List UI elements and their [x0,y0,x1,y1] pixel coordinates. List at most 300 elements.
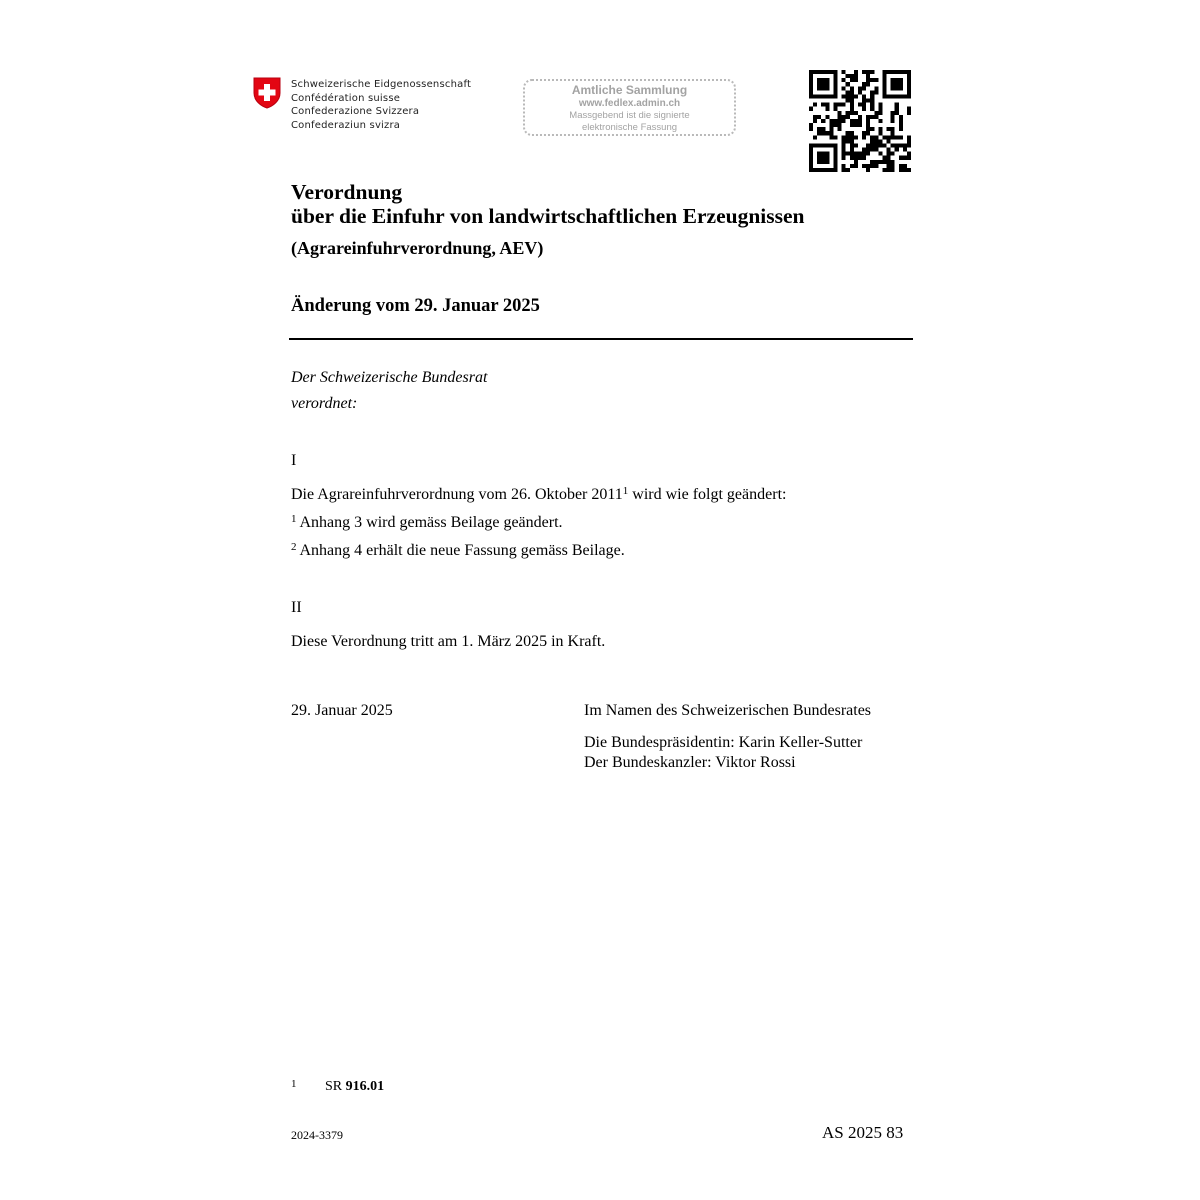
qr-module [817,131,821,135]
qr-module [854,119,858,123]
qr-module [866,115,870,119]
qr-module [833,90,837,94]
qr-module [838,123,842,127]
qr-module [850,164,854,168]
qr-module [817,152,821,156]
qr-module [862,164,866,168]
qr-module [854,70,858,74]
qr-module [846,90,850,94]
qr-module [862,135,866,139]
qr-module [850,74,854,78]
qr-module [829,123,833,127]
qr-module [817,82,821,86]
qr-module [821,94,825,98]
qr-module [821,152,825,156]
qr-module [862,156,866,160]
qr-module [846,152,850,156]
qr-module [833,78,837,82]
qr-module [850,152,854,156]
qr-module [858,152,862,156]
paragraph-1 [291,513,563,533]
qr-module [825,103,829,107]
paragraph-text: Anhang 3 wird gemäss Beilage geändert. [299,514,563,531]
qr-module [866,127,870,131]
qr-module [854,78,858,82]
qr-module [858,90,862,94]
official-collection-stamp [523,79,736,136]
amendment-date: Änderung vom 29. Januar 2025 [291,296,540,316]
qr-module [846,111,850,115]
qr-code-icon [809,70,911,172]
qr-module [846,168,850,172]
qr-module [899,123,903,127]
qr-module [838,127,842,131]
qr-module [899,156,903,160]
signature-chancellor: Der Bundeskanzler: Viktor Rossi [584,754,796,771]
qr-module [846,115,850,119]
qr-module [903,143,907,147]
qr-module [821,168,825,172]
qr-module [874,143,878,147]
qr-module [895,148,899,152]
qr-module [887,135,891,139]
section1-intro-text: Die Agrareinfuhrverordnung vom 26. Oktober 2011 [291,486,623,503]
qr-module [825,82,829,86]
qr-module [809,70,813,74]
stamp-note-line1: Massgebend ist die signierte [569,110,690,121]
qr-module [829,168,833,172]
qr-module [862,107,866,111]
qr-module [838,119,842,123]
qr-module [842,156,846,160]
qr-module [842,143,846,147]
qr-module [850,86,854,90]
qr-module [866,152,870,156]
qr-module [813,115,817,119]
qr-module [833,107,837,111]
qr-module [895,86,899,90]
qr-module [878,127,882,131]
qr-module [821,160,825,164]
qr-module [842,78,846,82]
qr-module [907,139,911,143]
qr-module [850,107,854,111]
qr-module [825,156,829,160]
qr-module [903,70,907,74]
qr-module [907,70,911,74]
qr-module [891,119,895,123]
qr-module [866,131,870,135]
qr-module [887,164,891,168]
file-number: 2024-3379 [291,1128,343,1142]
qr-module [899,70,903,74]
qr-module [870,99,874,103]
qr-module [817,127,821,131]
qr-module [858,103,862,107]
qr-module [825,78,829,82]
qr-module [809,107,813,111]
qr-module [809,90,813,94]
qr-module [887,94,891,98]
qr-module [899,164,903,168]
qr-module [907,156,911,160]
qr-module [874,115,878,119]
section1-intro-rest: wird wie folgt geändert: [628,486,787,503]
qr-module [907,90,911,94]
qr-module [882,70,886,74]
qr-module [842,152,846,156]
qr-module [850,78,854,82]
qr-module [846,131,850,135]
qr-module [878,152,882,156]
qr-module [891,86,895,90]
qr-module [854,111,858,115]
qr-module [829,131,833,135]
qr-module [866,168,870,172]
qr-module [809,74,813,78]
qr-module [903,148,907,152]
qr-module [907,107,911,111]
footnote-reference[interactable]: 1 [622,485,629,497]
qr-module [838,111,842,115]
qr-module [829,135,833,139]
qr-module [862,86,866,90]
qr-module [858,156,862,160]
qr-module [833,86,837,90]
section-number-2: II [291,599,302,616]
qr-module [870,139,874,143]
qr-module [866,143,870,147]
qr-module [891,131,895,135]
qr-module [833,119,837,123]
qr-module [891,94,895,98]
qr-module [842,115,846,119]
qr-module [874,86,878,90]
qr-module [825,131,829,135]
qr-module [842,70,846,74]
qr-module [858,86,862,90]
qr-module [825,86,829,90]
footnote-sr-number: 916.01 [345,1079,385,1094]
qr-module [809,82,813,86]
qr-module [809,160,813,164]
qr-module [842,103,846,107]
qr-module [809,86,813,90]
footnote-number: 1 [291,1078,297,1090]
qr-module [882,82,886,86]
qr-module [850,94,854,98]
qr-module [846,94,850,98]
qr-module [858,115,862,119]
qr-module [907,143,911,147]
qr-module [817,70,821,74]
signature-date: 29. Januar 2025 [291,702,393,719]
document-title [291,180,804,228]
qr-module [842,168,846,172]
qr-module [817,168,821,172]
qr-module [899,78,903,82]
qr-module [899,127,903,131]
qr-module [891,78,895,82]
qr-module [895,107,899,111]
qr-module [817,115,821,119]
qr-module [907,82,911,86]
qr-module [907,152,911,156]
qr-module [866,148,870,152]
qr-module [870,160,874,164]
qr-module [854,74,858,78]
qr-module [862,103,866,107]
qr-module [850,131,854,135]
qr-module [895,143,899,147]
qr-module [870,107,874,111]
qr-module [854,152,858,156]
qr-module [809,152,813,156]
qr-module [891,164,895,168]
qr-module [850,103,854,107]
qr-module [878,119,882,123]
qr-module [842,139,846,143]
qr-module [907,86,911,90]
qr-module [878,139,882,143]
qr-module [809,123,813,127]
qr-module [870,94,874,98]
qr-module [882,94,886,98]
qr-module [842,135,846,139]
qr-module [833,164,837,168]
qr-module [866,78,870,82]
swiss-cross-icon [253,77,281,109]
qr-module [817,78,821,82]
qr-module [829,119,833,123]
qr-module [887,156,891,160]
qr-module [817,86,821,90]
qr-module [878,160,882,164]
qr-module [846,135,850,139]
qr-module [842,94,846,98]
qr-module [842,119,846,123]
qr-module [833,74,837,78]
qr-module [907,94,911,98]
qr-module [891,111,895,115]
qr-module [878,131,882,135]
qr-module [821,119,825,123]
qr-module [862,99,866,103]
qr-module [874,160,878,164]
qr-module [887,168,891,172]
qr-module [850,99,854,103]
qr-module [833,148,837,152]
qr-module [878,103,882,107]
qr-module [874,148,878,152]
preamble-line1: Der Schweizerische Bundesrat [291,369,488,386]
qr-module [838,103,842,107]
qr-module [866,74,870,78]
qr-module [825,143,829,147]
qr-module [821,143,825,147]
qr-module [874,78,878,82]
signature-on-behalf: Im Namen des Schweizerischen Bundesrates [584,702,872,719]
qr-module [907,74,911,78]
qr-module [891,115,895,119]
qr-module [854,143,858,147]
qr-module [850,111,854,115]
qr-module [813,119,817,123]
qr-module [878,107,882,111]
qr-module [882,135,886,139]
qr-module [809,168,813,172]
qr-module [833,123,837,127]
section1-intro [291,485,786,505]
qr-module [850,143,854,147]
qr-module [899,115,903,119]
qr-module [895,111,899,115]
title-line2: über die Einfuhr von landwirtschaftlichen Erzeugnissen [291,204,805,228]
qr-module [882,74,886,78]
qr-module [891,152,895,156]
stamp-note-line2: elektronische Fassung [581,121,678,133]
qr-module [821,156,825,160]
qr-module [899,94,903,98]
qr-module [829,70,833,74]
qr-module [850,135,854,139]
qr-module [854,94,858,98]
qr-module [866,119,870,123]
footnote-prefix: SR [325,1079,346,1094]
qr-module [858,119,862,123]
qr-module [870,70,874,74]
qr-module [809,164,813,168]
qr-module [821,127,825,131]
qr-module [838,115,842,119]
qr-module [833,160,837,164]
federal-name-it: Confederazione Svizzera [291,106,420,117]
section2-text: Diese Verordnung tritt am 1. März 2025 in Kraft. [291,633,606,650]
qr-module [842,148,846,152]
qr-module [833,152,837,156]
qr-module [878,143,882,147]
qr-module [887,139,891,143]
qr-module [882,160,886,164]
qr-module [862,131,866,135]
qr-module [821,78,825,82]
title-divider [289,338,913,340]
qr-module [833,143,837,147]
qr-module [817,143,821,147]
qr-module [882,90,886,94]
qr-module [870,143,874,147]
qr-module [903,164,907,168]
qr-module [833,94,837,98]
qr-module [891,82,895,86]
qr-module [850,90,854,94]
section-number-1: I [291,452,297,469]
qr-module [809,127,813,131]
federal-name-rm: Confederaziun svizra [291,119,401,131]
qr-module [854,164,858,168]
qr-module [850,123,854,127]
qr-module [817,156,821,160]
qr-module [846,74,850,78]
qr-module [821,82,825,86]
qr-module [862,148,866,152]
qr-module [850,156,854,160]
stamp-url[interactable]: www.fedlex.admin.ch [578,98,681,109]
qr-module [907,111,911,115]
qr-module [899,135,903,139]
qr-module [842,86,846,90]
qr-module [833,135,837,139]
qr-module [874,164,878,168]
qr-module [862,94,866,98]
qr-module [817,160,821,164]
federal-names [291,78,471,132]
qr-module [882,78,886,82]
qr-module [854,135,858,139]
qr-module [870,103,874,107]
qr-module [866,164,870,168]
qr-module [846,82,850,86]
qr-module [850,148,854,152]
qr-module [891,70,895,74]
qr-module [833,156,837,160]
qr-module [833,168,837,172]
qr-module [825,168,829,172]
qr-module [882,86,886,90]
qr-module [899,119,903,123]
qr-module [850,119,854,123]
qr-module [813,168,817,172]
qr-module [874,139,878,143]
qr-module [907,168,911,172]
qr-module [813,70,817,74]
title-line1: Verordnung [291,180,403,204]
qr-module [903,94,907,98]
qr-module [862,82,866,86]
qr-module [813,94,817,98]
qr-module [858,123,862,127]
qr-module [866,99,870,103]
paragraph-text: Anhang 4 erhält die neue Fassung gemäss Beilage. [299,542,625,559]
qr-module [825,152,829,156]
paragraph-number: 2 [291,541,297,553]
qr-module [887,127,891,131]
qr-module [821,131,825,135]
qr-module [809,148,813,152]
qr-module [882,168,886,172]
qr-module [817,94,821,98]
qr-module [813,135,817,139]
federal-name-de: Schweizerische Eidgenossenschaft [291,79,472,90]
qr-module [903,168,907,172]
document-subtitle: (Agrareinfuhrverordnung, AEV) [291,238,544,258]
qr-module [825,94,829,98]
qr-module [809,94,813,98]
qr-module [809,78,813,82]
qr-module [874,90,878,94]
qr-module [813,103,817,107]
qr-module [821,70,825,74]
qr-module [821,86,825,90]
qr-module [891,168,895,172]
qr-module [903,156,907,160]
qr-module [825,70,829,74]
qr-module [870,135,874,139]
qr-module [833,103,837,107]
qr-module [825,115,829,119]
qr-module [895,78,899,82]
qr-module [866,70,870,74]
